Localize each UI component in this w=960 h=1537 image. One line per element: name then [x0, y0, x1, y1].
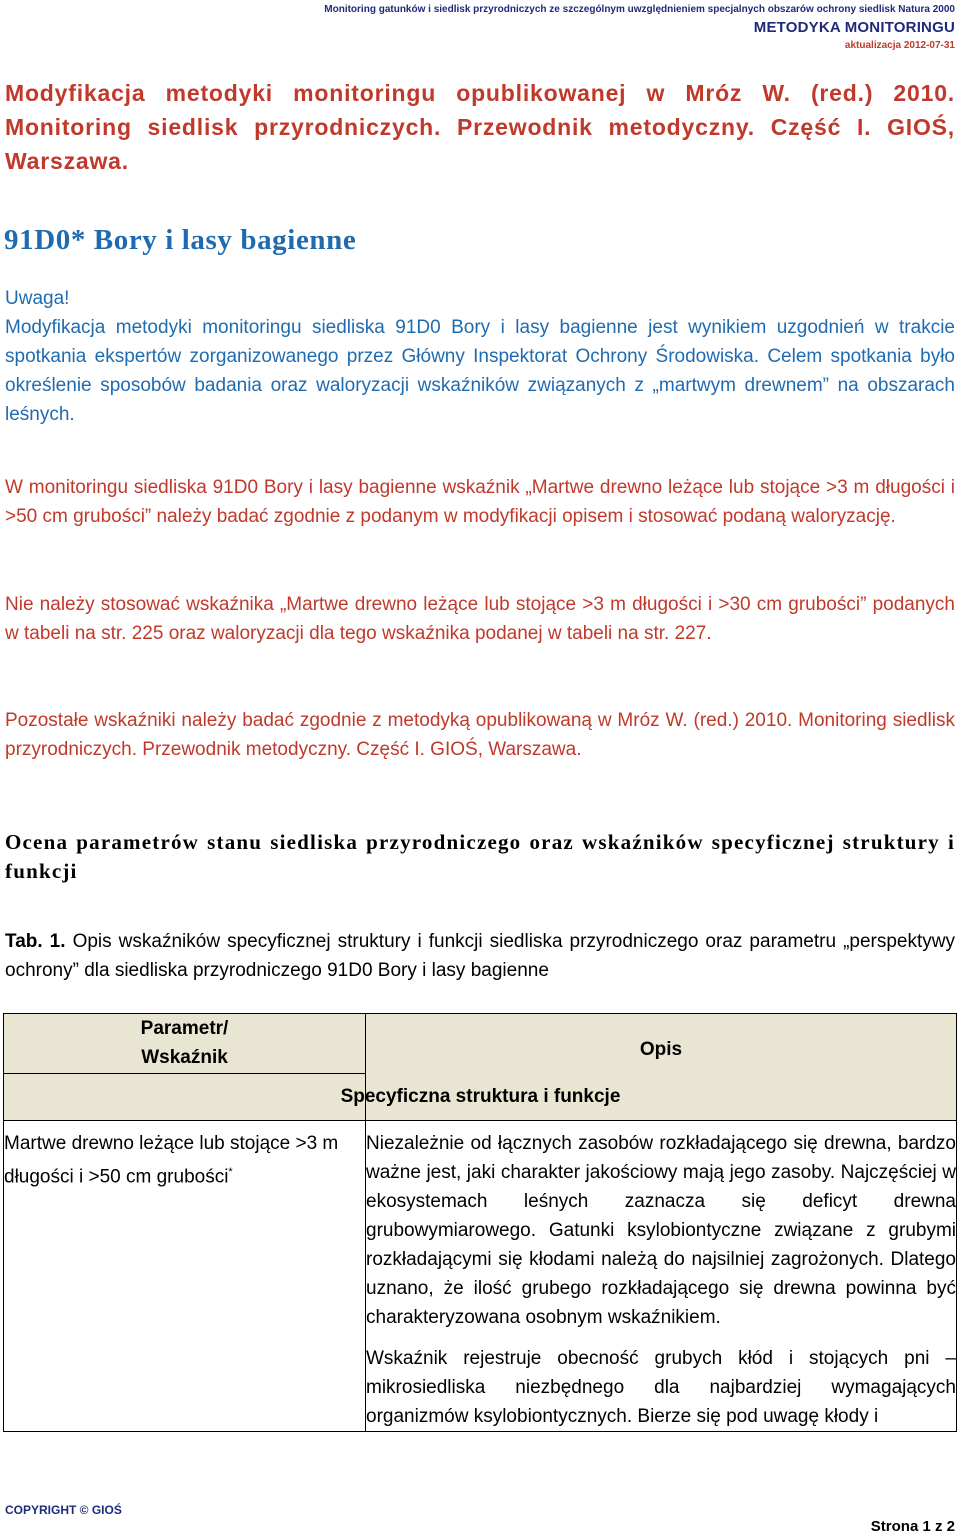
table-caption-text: Opis wskaźników specyficznej struktury i funkcji siedliska przyrodniczego oraz parametru „perspektywy ochrony” dla siedliska przyrodniczego 91D0 Bory i lasy bagienne: [5, 931, 955, 981]
header-method-title: METODYKA MONITORINGU: [753, 19, 955, 36]
habitat-title: 91D0* Bory i lasy bagienne: [4, 224, 357, 256]
header-project-line: Monitoring gatunków i siedlisk przyrodniczych ze szczególnym uwzględnieniem specjalnych obszarów ochrony siedlisk Natura 2000: [324, 4, 955, 15]
section-row-cell: Specyficzna struktura i funkcje: [4, 1074, 366, 1121]
table-row: [4, 1121, 957, 1432]
modification-title: Modyfikacja metodyki monitoringu opublikowanej w Mróz W. (red.) 2010. Monitoring siedlisk przyrodniczych. Przewodnik metodyczny. Część I. GIOŚ, Warszawa.: [5, 80, 955, 174]
note-block: [5, 284, 955, 429]
footer-copyright: COPYRIGHT © GIOŚ: [5, 1503, 122, 1517]
footnote-mark: *: [228, 1166, 233, 1178]
description-paragraph-1: Niezależnie od łącznych zasobów rozkładającego się drewna, bardzo ważne jest, jaki charakter jakościowy mają jego zasoby. Najczęściej w ekosystemach leśnych zaznacza się deficyt drewna grubowymiarowego. Gatunki ksylobiontyczne związane z grubymi rozkładającymi się kłodami należą do najsilniej zagrożonych. Dlatego uznano, że ilość grubego rozkładającego się drewna powinna być charakteryzowana osobnym wskaźnikiem.: [366, 1133, 956, 1328]
section-title: Ocena parametrów stanu siedliska przyrodniczego oraz wskaźników specyficznej struktury i funkcji: [5, 830, 955, 883]
page-number: Strona 1 z 2: [870, 1518, 955, 1535]
note-paragraph-4: Pozostałe wskaźniki należy badać zgodnie z metodyką opublikowaną w Mróz W. (red.) 2010. Monitoring siedlisk przyrodniczych. Przewodnik metodyczny. Część I. GIOŚ, Warszawa.: [5, 710, 955, 760]
note-paragraph-1: Modyfikacja metodyki monitoringu siedliska 91D0 Bory i lasy bagienne jest wynikiem uzgodnień w trakcie spotkania ekspertów zorganizowanego przez Główny Inspektorat Ochrony Środowiska. Celem spotkania było określenie sposobów badania oraz waloryzacji wskaźników związanych z „martwym drewnem” na obszarach leśnych.: [5, 317, 955, 425]
note-paragraph-2: W monitoringu siedliska 91D0 Bory i lasy bagienne wskaźnik „Martwe drewno leżące lub stojące >3 m długości i >50 cm grubości” należy badać zgodnie z podanym w modyfikacji opisem i stosować podaną waloryzację.: [5, 477, 955, 527]
header-desc: Opis: [366, 1014, 957, 1121]
note-paragraph-3: Nie należy stosować wskaźnika „Martwe drewno leżące lub stojące >3 m długości i >30 cm grubości” podanych w tabeli na str. 225 oraz waloryzacji dla tego wskaźnika podanej w tabeli na str. 227.: [5, 594, 955, 644]
table-caption-label: Tab. 1.: [5, 931, 66, 952]
header-update-date: aktualizacja 2012-07-31: [844, 40, 955, 51]
table-header-row: [4, 1014, 957, 1074]
description-cell: [366, 1121, 957, 1432]
indicator-cell: Martwe drewno leżące lub stojące >3 m długości i >50 cm grubości*: [4, 1121, 366, 1432]
description-paragraph-2: Wskaźnik rejestruje obecność grubych kłód i stojących pni – mikrosiedliska niezbędnego dla najbardziej wymagających organizmów ksylobiontycznych. Bierze się pod uwagę kłody i: [366, 1348, 956, 1427]
table-caption: [5, 927, 955, 985]
note-warning: Uwaga!: [5, 288, 70, 309]
indicators-table: [3, 1013, 957, 1432]
header-param: Parametr/ Wskaźnik: [4, 1014, 366, 1074]
